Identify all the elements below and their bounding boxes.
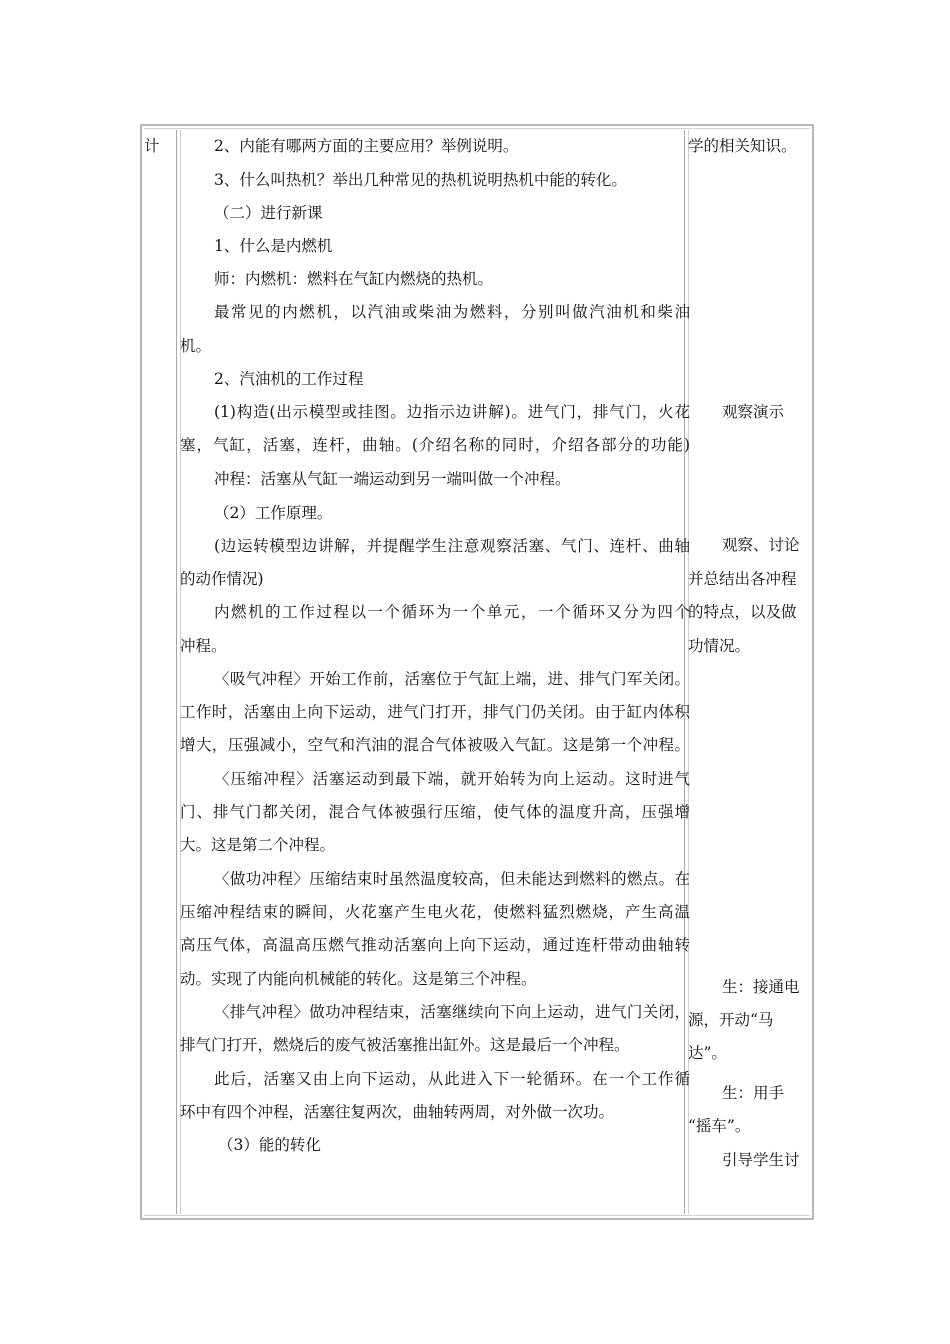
content-line: 此后，活塞又由上向下运动，从此进入下一轮循环。在一个工作循 [214,1070,690,1088]
content-line: 大。这是第二个冲程。 [180,836,336,854]
activity-line: 生：接通电 [722,978,800,996]
activity-line: 功情况。 [688,637,751,655]
content-line: 3、什么叫热机？举出几种常见的热机说明热机中能的转化。 [214,171,627,189]
content-line: 排气门打开，燃烧后的废气被活塞推出缸外。这是最后一个冲程。 [180,1036,630,1054]
lesson-plan-table [140,124,814,1220]
content-line: 冲程。 [180,637,227,655]
activity-line: 观察演示 [722,403,785,421]
content-line: 〈做功冲程〉压缩结束时虽然温度较高，但未能达到燃料的燃点。在 [214,870,690,888]
activity-line: 达”。 [688,1044,727,1062]
content-line: （二）进行新课 [214,204,323,222]
activity-line: 的特点，以及做 [688,603,797,621]
content-line: （3）能的转化 [218,1136,321,1154]
content-line: 1、什么是内燃机 [214,237,333,255]
content-line: 2、内能有哪两方面的主要应用？举例说明。 [214,137,519,155]
content-line: 压缩冲程结束的瞬间，火花塞产生电火花，使燃料猛烈燃烧，产生高温 [180,903,690,921]
activity-line: 学的相关知识。 [688,137,797,155]
content-line: 内燃机的工作过程以一个循环为一个单元，一个循环又分为四个 [214,603,690,621]
column-divider-left [176,130,177,1214]
content-line: 2、汽油机的工作过程 [214,370,364,388]
content-line: （2）工作原理。 [214,504,333,522]
content-line: 师：内燃机：燃料在气缸内燃烧的热机。 [214,270,494,288]
content-line: 〈排气冲程〉做功冲程结束，活塞继续向下向上运动，进气门关闭， [214,1003,690,1021]
content-line: 机。 [180,337,212,355]
content-line: 增大，压强减小，空气和汽油的混合气体被吸入气缸。这是第一个冲程。 [180,736,690,754]
content-line: 的动作情况) [180,570,264,588]
content-line: (1)构造(出示模型或挂图。边指示边讲解)。进气门，排气门，火花 [214,403,690,421]
content-line: 塞，气缸，活塞，连杆，曲轴。(介绍名称的同时，介绍各部分的功能) [180,436,690,454]
section-label-column [144,126,174,1216]
activity-line: 源，开动“马 [688,1011,774,1029]
content-line: 最常见的内燃机，以汽油或柴油为燃料，分别叫做汽油机和柴油 [214,303,690,321]
teaching-content-column [180,126,690,1216]
content-line: 高压气体，高温高压燃气推动活塞向上向下运动，通过连杆带动曲轴转 [180,936,690,954]
section-label: 计 [144,137,160,155]
content-line: 动。实现了内能向机械能的转化。这是第三个冲程。 [180,970,537,988]
content-line: (边运转模型边讲解，并提醒学生注意观察活塞、气门、连杆、曲轴 [214,537,690,555]
activity-line: 引导学生讨 [722,1151,800,1169]
content-line: 冲程：活塞从气缸一端运动到另一端叫做一个冲程。 [214,470,571,488]
student-activity-column [688,126,814,1216]
content-line: 〈压缩冲程〉活塞运动到最下端，就开始转为向上运动。这时进气 [214,770,690,788]
activity-line: 并总结出各冲程 [688,570,797,588]
activity-line: 生：用手 [722,1084,785,1102]
content-line: 环中有四个冲程，活塞往复两次，曲轴转两周，对外做一次功。 [180,1103,615,1121]
content-line: 工作时，活塞由上向下运动，进气门打开，排气门仍关闭。由于缸内体积 [180,703,690,721]
content-line: 门、排气门都关闭，混合气体被强行压缩，使气体的温度升高，压强增 [180,803,690,821]
activity-line: 观察、讨论 [722,536,800,554]
content-line: 〈吸气冲程〉开始工作前，活塞位于气缸上端，进、排气门军关闭。 [214,670,690,688]
activity-line: “摇车”。 [688,1117,751,1135]
